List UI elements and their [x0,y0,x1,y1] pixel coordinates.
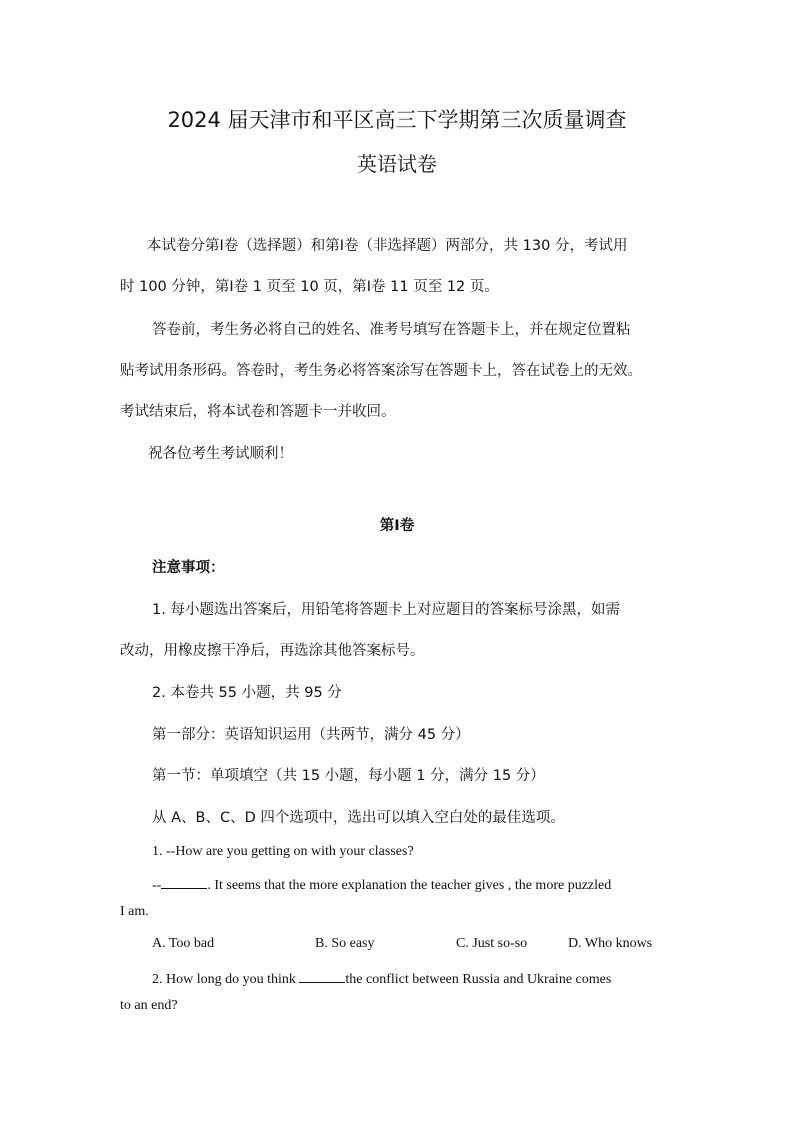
directions: 从 A、B、C、D 四个选项中，选出可以填入空白处的最佳选项。 [152,810,565,826]
question-1-line2-text: . It seems that the more explanation the teacher gives , the more puzzled [207,878,612,893]
note-1-line2: 改动，用橡皮擦干净后，再选涂其他答案标号。 [120,643,425,659]
question-1-blank [161,874,207,889]
document-title: 2024 届天津市和平区高三下学期第三次质量调查 [167,108,627,132]
good-luck-message: 祝各位考生考试顺利！ [148,446,293,462]
question-1-line2 [152,874,611,894]
note-1-line1: 1. 每小题选出答案后，用铅笔将答题卡上对应题目的答案标号涂黑，如需 [152,602,620,618]
question-2-text-end: the conflict between Russia and Ukraine comes [345,972,612,987]
instructions-p1-line1: 本试卷分第Ⅰ卷（选择题）和第Ⅰ卷（非选择题）两部分，共 130 分，考试用 [147,238,628,254]
question-2-blank [299,968,345,983]
question-2-line1 [152,968,611,988]
question-2-line2: to an end? [120,998,178,1013]
question-1-line3: I am. [120,904,149,919]
instructions-p2-line3: 考试结束后，将本试卷和答题卡一并收回。 [120,404,396,420]
instructions-p2-line2: 贴考试用条形码。答卷时，考生务必将答案涂写在答题卡上，答在试卷上的无效。 [120,363,642,379]
instructions-p1-line2: 时 100 分钟，第Ⅰ卷 1 页至 10 页，第Ⅰ卷 11 页至 12 页。 [120,279,499,295]
section-1-heading: 第一节：单项填空（共 15 小题，每小题 1 分，满分 15 分） [152,768,545,784]
question-1-option-c: C. Just so-so [456,936,528,951]
question-2-text-start: 2. How long do you think [152,972,300,987]
part-1-heading: 第一部分：英语知识运用（共两节，满分 45 分） [152,727,470,743]
question-1-dash: -- [152,878,162,893]
question-1-option-d: D. Who knows [568,936,653,951]
notes-heading: 注意事项： [152,560,225,576]
question-1-option-a: A. Too bad [152,936,215,951]
note-2: 2. 本卷共 55 小题，共 95 分 [152,685,342,701]
question-1-option-b: B. So easy [315,936,375,951]
section-heading: 第Ⅰ卷 [379,518,415,534]
instructions-p2-line1: 答卷前，考生务必将自己的姓名、准考号填写在答题卡上，并在规定位置粘 [152,322,631,338]
document-subtitle: 英语试卷 [357,152,437,176]
question-1-line1: 1. --How are you getting on with your classes? [152,844,414,859]
